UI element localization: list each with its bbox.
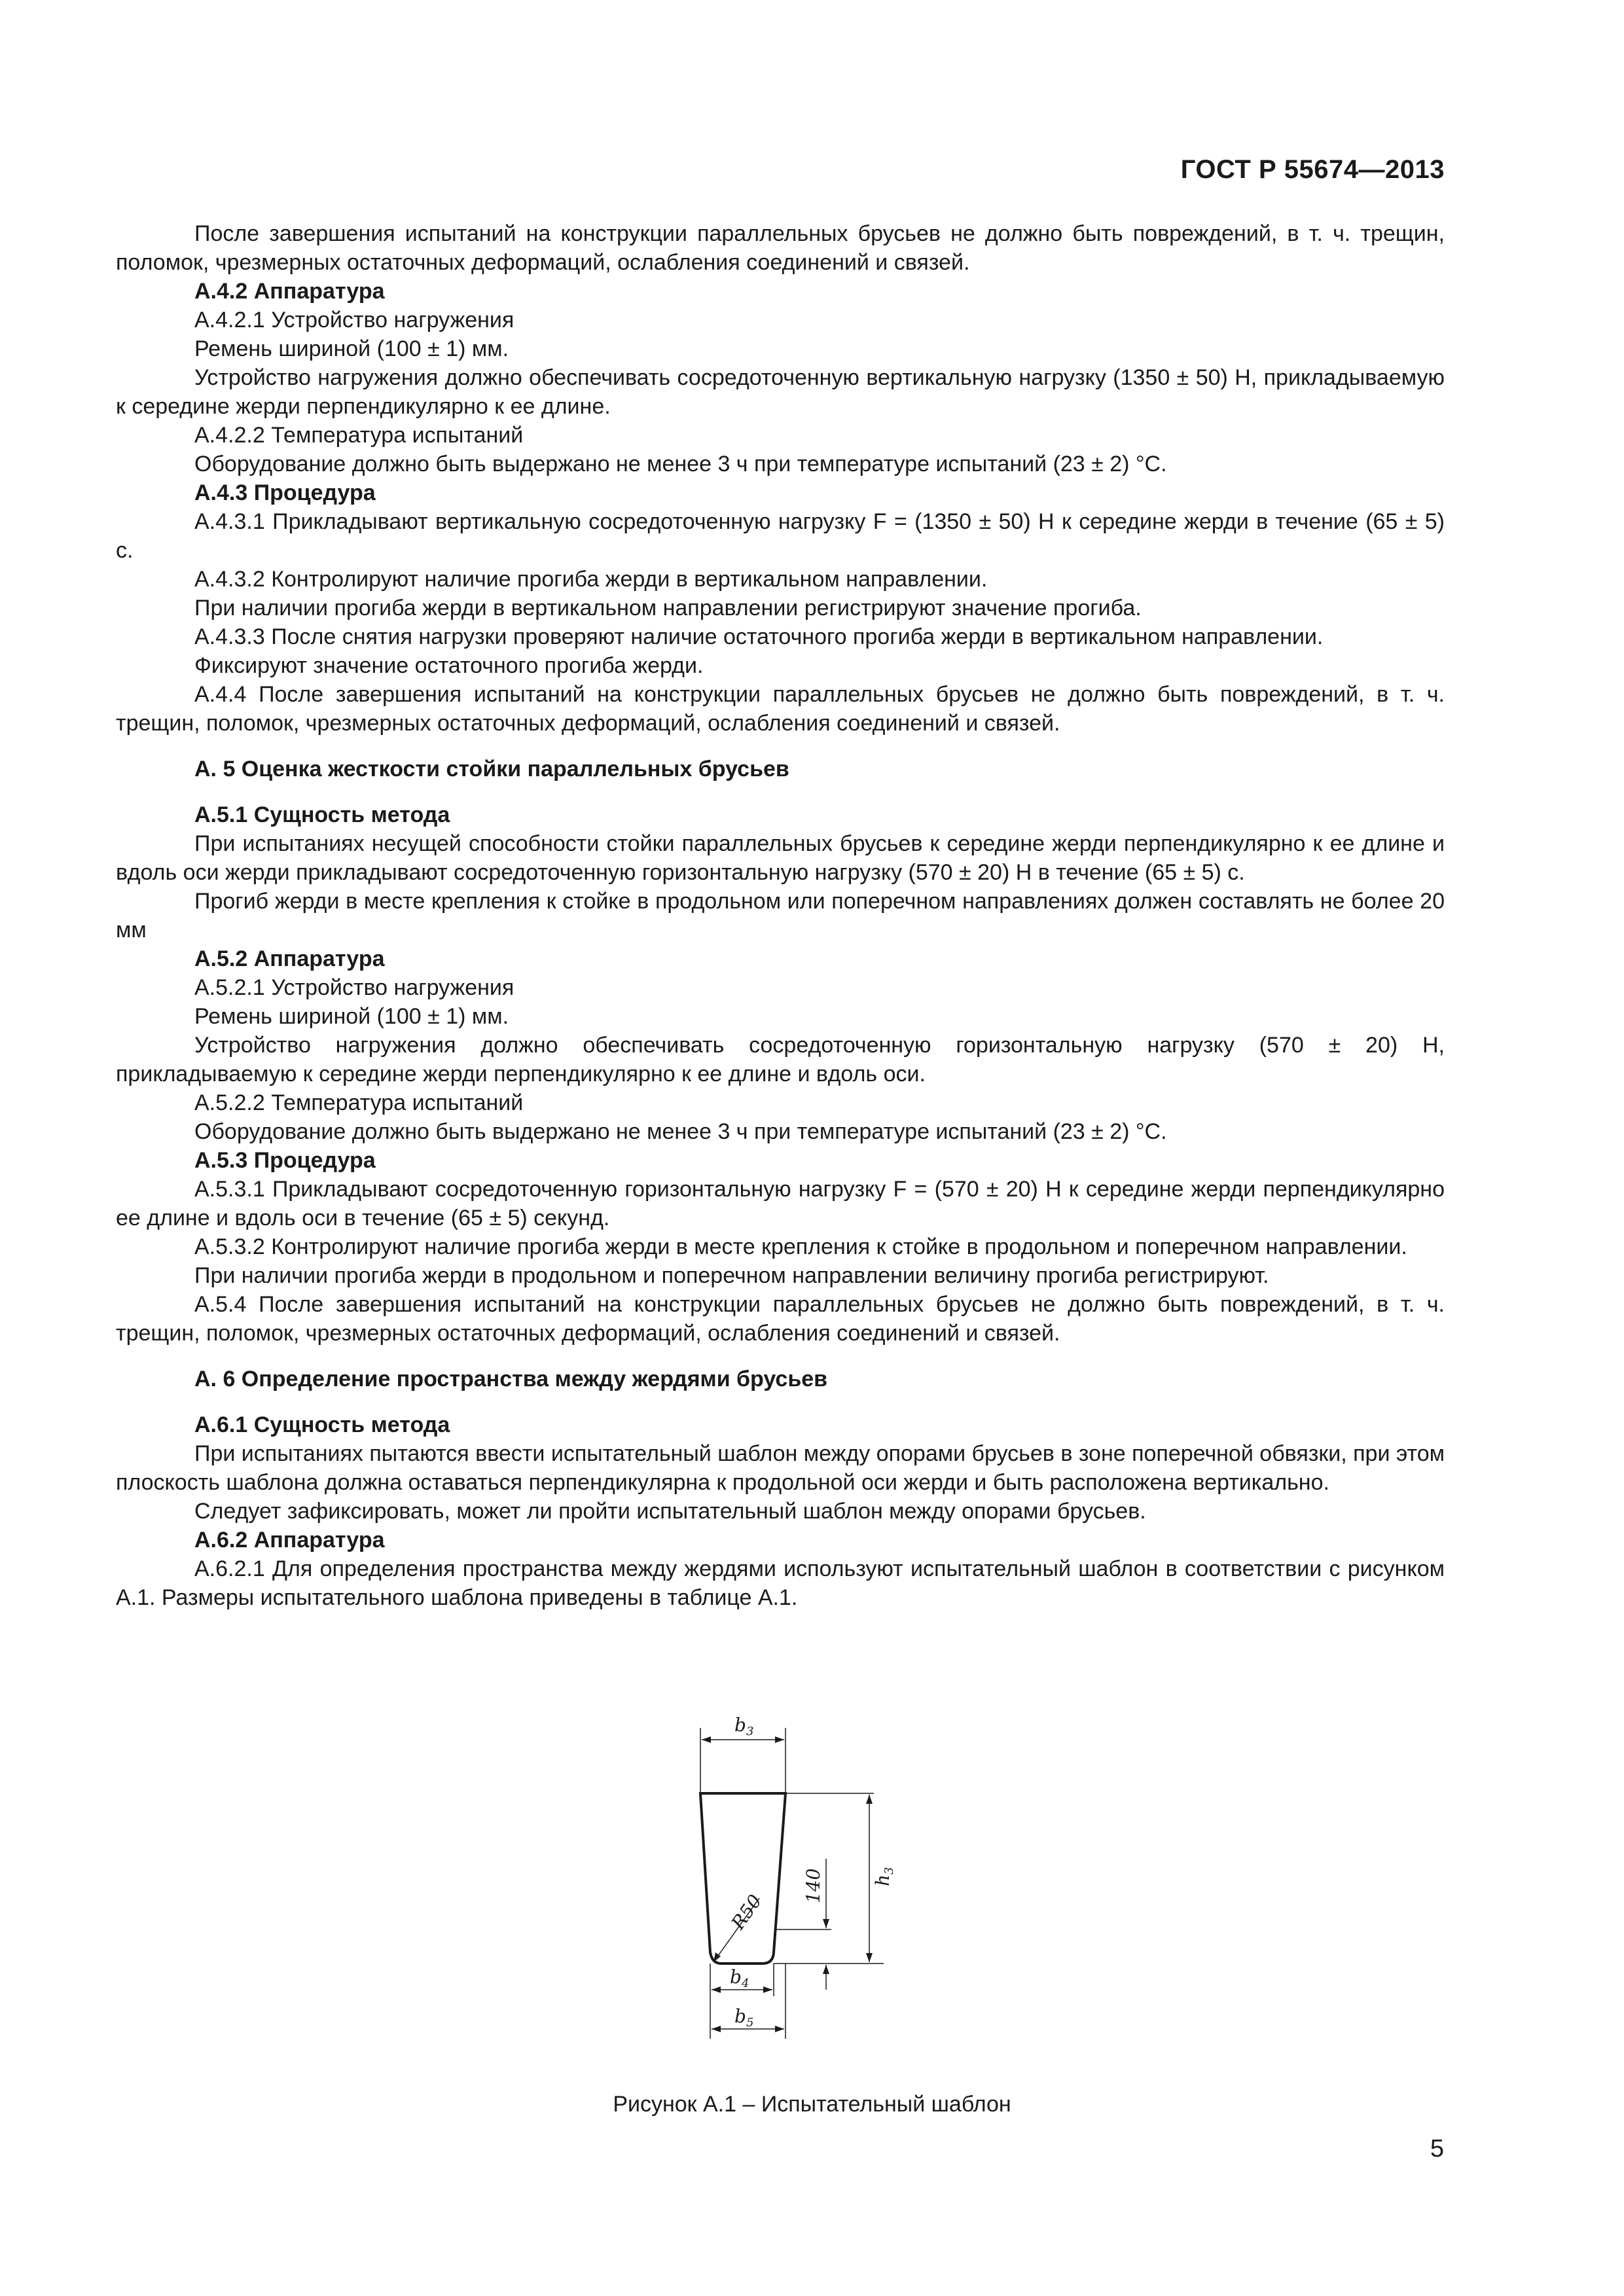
section-heading: А. 5 Оценка жесткости стойки параллельных брусьев	[194, 757, 789, 781]
paragraph: Устройство нагружения должно обеспечивать сосредоточенную вертикальную нагрузку (1350 ± 50) Н, прикладываемую к середине жерди перпендикулярно к ее длине.	[116, 365, 1445, 419]
radius-label: R50	[727, 1890, 767, 1934]
paragraph: А.4.2.2 Температура испытаний	[194, 423, 524, 448]
page-number: 5	[1430, 2135, 1444, 2162]
section-heading: А.5.2 Аппаратура	[194, 946, 385, 971]
paragraph: А.4.4 После завершения испытаний на конструкции параллельных брусьев не должно быть повреждений, в т. ч. трещин, поломок, чрезмерных остаточных деформаций, ослабления соединений и связей.	[116, 682, 1445, 736]
paragraph: А.5.2.2 Температура испытаний	[194, 1090, 524, 1115]
paragraph: А.4.3.3 После снятия нагрузки проверяют наличие остаточного прогиба жерди в вертикальном направлении.	[194, 624, 1324, 649]
paragraph: Ремень шириной (100 ± 1) мм.	[194, 1004, 509, 1029]
b3-label: $b_3$	[734, 1714, 754, 1738]
paragraph: Оборудование должно быть выдержано не менее 3 ч при температуре испытаний (23 ± 2) °С.	[194, 452, 1167, 476]
paragraph: Следует зафиксировать, может ли пройти испытательный шаблон между опорами брусьев.	[194, 1499, 1146, 1524]
section-heading: А.4.2 Аппаратура	[194, 279, 385, 304]
body-text	[116, 219, 1445, 1612]
paragraph: При наличии прогиба жерди в продольном и поперечном направлении величину прогиба регистрируют.	[194, 1263, 1269, 1288]
section-heading: А. 6 Определение пространства между жердями брусьев	[194, 1367, 828, 1391]
paragraph: А.4.2.1 Устройство нагружения	[194, 308, 514, 332]
document-header: ГОСТ Р 55674—2013	[1180, 155, 1445, 184]
section-heading: А.5.1 Сущность метода	[194, 802, 450, 827]
figure-caption: Рисунок А.1 – Испытательный шаблон	[613, 2092, 1011, 2117]
paragraph: А.4.3.1 Прикладывают вертикальную сосредоточенную нагрузку F = (1350 ± 50) Н к середине жерди в течение (65 ± 5) с.	[116, 509, 1445, 563]
section-heading: А.6.1 Сущность метода	[194, 1412, 450, 1437]
paragraph: При наличии прогиба жерди в вертикальном направлении регистрируют значение прогиба.	[194, 596, 1142, 620]
paragraph: А.6.2.1 Для определения пространства между жердями используют испытательный шаблон в соответствии с рисунком А.1. Размеры испытательного шаблона приведены в таблице А.1.	[116, 1556, 1445, 1610]
paragraph: А.5.3.1 Прикладывают сосредоточенную горизонтальную нагрузку F = (570 ± 20) Н к середине жерди перпендикулярно ее длине и вдоль оси в течение (65 ± 5) секунд.	[116, 1177, 1445, 1230]
paragraph: Прогиб жерди в месте крепления к стойке в продольном или поперечном направлениях должен составлять не более 20 мм	[116, 889, 1445, 942]
section-heading: А.6.2 Аппаратура	[194, 1528, 385, 1552]
paragraph: А.5.3.2 Контролируют наличие прогиба жерди в месте крепления к стойке в продольном и поперечном направлении.	[194, 1234, 1407, 1259]
paragraph: А.5.4 После завершения испытаний на конструкции параллельных брусьев не должно быть повреждений, в т. ч. трещин, поломок, чрезмерных остаточных деформаций, ослабления соединений и связей.	[116, 1292, 1445, 1346]
paragraph: После завершения испытаний на конструкции параллельных брусьев не должно быть повреждений, в т. ч. трещин, поломок, чрезмерных остаточных деформаций, ослабления соединений и связей.	[116, 221, 1445, 275]
template-outline	[700, 1793, 785, 1964]
paragraph: Фиксируют значение остаточного прогиба жерди.	[194, 653, 704, 678]
b4-label: $b_4$	[730, 1966, 749, 1990]
paragraph: Устройство нагружения должно обеспечивать сосредоточенную горизонтальную нагрузку (570 ± 20) Н, прикладываемую к середине жерди перпендикулярно к ее длине и вдоль оси.	[116, 1033, 1445, 1086]
test-template-drawing	[661, 1695, 936, 2075]
section-heading: А.4.3 Процедура	[194, 480, 376, 505]
h3-label: $h_3$	[872, 1867, 896, 1886]
test-template-figure	[661, 1695, 936, 2075]
paragraph: А.4.3.2 Контролируют наличие прогиба жерди в вертикальном направлении.	[194, 567, 988, 592]
section-heading: А.5.3 Процедура	[194, 1148, 376, 1173]
paragraph: А.5.2.1 Устройство нагружения	[194, 975, 514, 1000]
paragraph: При испытаниях пытаются ввести испытательный шаблон между опорами брусьев в зоне поперечной обвязки, при этом плоскость шаблона должна оставаться перпендикулярна к продольной оси жерди и быть расположена вертикально.	[116, 1441, 1445, 1495]
paragraph: Ремень шириной (100 ± 1) мм.	[194, 336, 509, 361]
dim-140-label: 140	[803, 1868, 824, 1903]
paragraph: При испытаниях несущей способности стойки параллельных брусьев к середине жерди перпендикулярно к ее длине и вдоль оси жерди прикладывают сосредоточенную горизонтальную нагрузку (570 ± 20) Н в течение (65 ± 5) с.	[116, 831, 1445, 885]
b5-label: $b_5$	[734, 2005, 754, 2030]
paragraph: Оборудование должно быть выдержано не менее 3 ч при температуре испытаний (23 ± 2) °С.	[194, 1119, 1167, 1144]
